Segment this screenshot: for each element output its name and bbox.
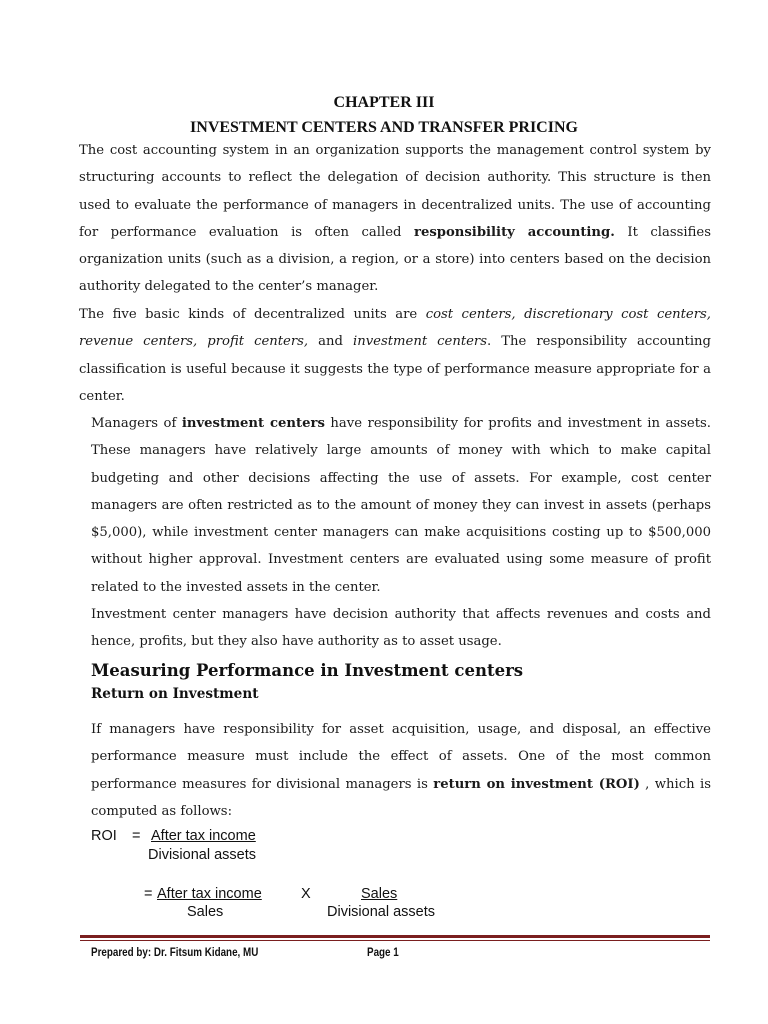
footer-rule-thick <box>80 935 710 938</box>
formula-numerator-3: Sales <box>361 886 398 902</box>
unit-types-text-3: . The responsibility accounting classification is useful because it suggests the type of performance measure appropriate for a center. <box>79 334 711 404</box>
footer-rule-thin <box>80 940 710 941</box>
investment-centers-text-2: have responsibility for profits and investment in assets. These managers have relatively large amounts of money with which to make capital budgeting and other decisions affecting the use of assets. For example, cost center managers are often restricted as to the amount of money they can invest in assets (perhaps $5,000), while investment center managers can make acquisitions costing up to $500,000 without higher approval. Investment centers are evaluated using some measure of profit related to the invested assets in the center. <box>91 416 711 595</box>
intro-text-1: The cost accounting system in an organization supports the management control system by structuring accounts to reflect the delegation of decision authority. This structure is then used to evaluate the performance of managers in decentralized units. The use of accounting for performance evaluation is often called <box>79 143 711 240</box>
formula-equals-1: = <box>132 828 141 844</box>
formula-denominator-3: Divisional assets <box>327 904 435 920</box>
formula-numerator-2: After tax income <box>157 886 262 902</box>
formula-roi-label: ROI <box>91 828 117 844</box>
heading-return-on-investment: Return on Investment <box>91 686 259 702</box>
roi-text-1: If managers have responsibility for asset acquisition, usage, and disposal, an effective performance measure must include the effect of assets. One of the most common performance measures for divisional managers is <box>91 722 711 792</box>
formula-equals-2: = <box>144 886 153 902</box>
formula-numerator-1: After tax income <box>151 828 256 844</box>
unit-types-list: cost centers, discretionary cost centers, revenue centers, profit centers, <box>79 307 711 350</box>
footer-page-number: Page 1 <box>367 945 399 959</box>
roi-text-2: , which is computed as follows: <box>91 776 711 819</box>
unit-types-text-2: and <box>308 334 353 350</box>
term-responsibility-accounting: responsibility accounting. <box>414 224 615 240</box>
unit-types-investment: investment centers <box>352 334 488 350</box>
unit-types-paragraph <box>79 301 711 410</box>
unit-types-text-1: The five basic kinds of decentralized units are <box>79 307 426 322</box>
chapter-label: CHAPTER III <box>333 94 435 111</box>
term-roi: return on investment (ROI) <box>433 776 640 792</box>
authority-paragraph <box>91 601 711 656</box>
heading-measuring-performance: Measuring Performance in Investment centers <box>91 661 524 680</box>
intro-text-2: It classifies organization units (such as a division, a region, or a store) into centers based on the decision authority delegated to the center’s manager. <box>79 224 712 295</box>
intro-paragraph <box>79 137 711 301</box>
authority-text: Investment center managers have decision authority that affects revenues and costs and hence, profits, but they also have authority as to asset usage. <box>91 607 711 650</box>
term-investment-centers: investment centers <box>181 416 325 431</box>
chapter-title: INVESTMENT CENTERS AND TRANSFER PRICING <box>190 119 578 136</box>
investment-centers-text-1: Managers of <box>91 416 182 431</box>
formula-denominator-2: Sales <box>187 904 224 920</box>
footer-author: Prepared by: Dr. Fitsum Kidane, MU <box>91 945 259 959</box>
investment-centers-paragraph <box>91 410 711 601</box>
formula-multiply: X <box>301 886 311 902</box>
roi-paragraph <box>91 716 711 825</box>
formula-denominator-1: Divisional assets <box>148 847 256 863</box>
